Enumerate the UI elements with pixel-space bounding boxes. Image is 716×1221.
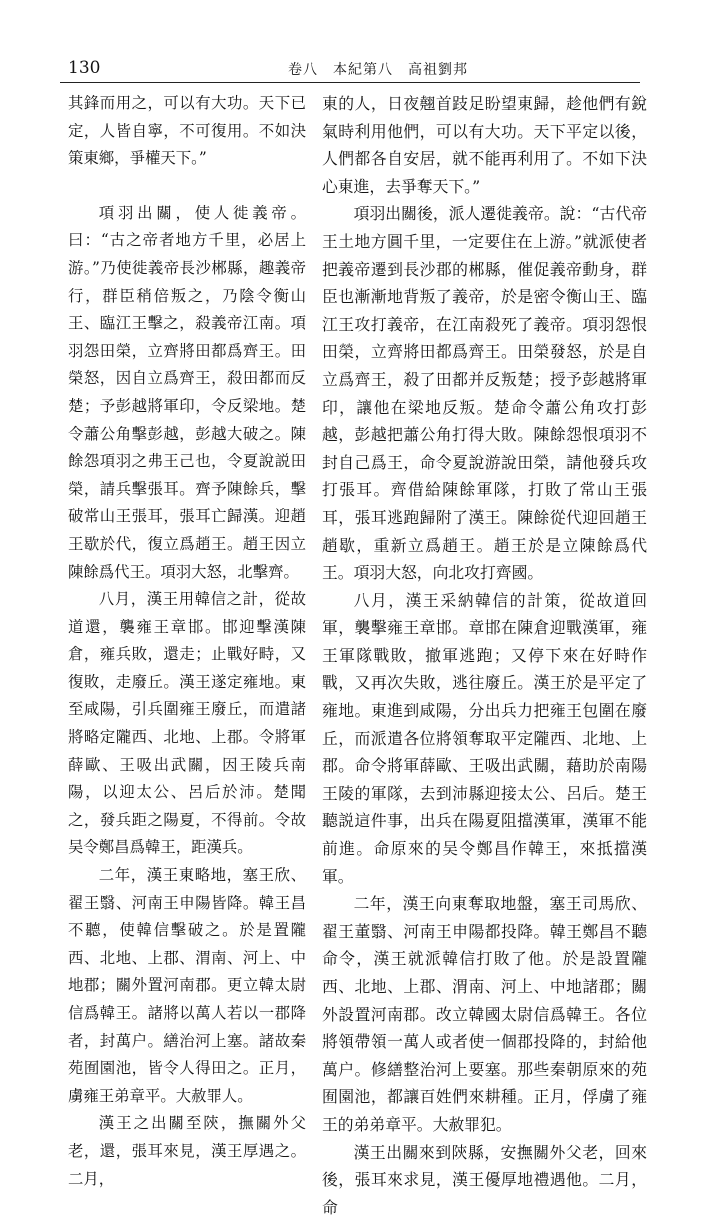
running-title: 卷八 本紀第八 高祖劉邦: [288, 62, 468, 78]
paragraph: 二年，漢王東略地，塞王欣、翟王翳、河南王申陽皆降。韓王昌不聽，使韓信擊破之。於是置隴西、北地、上郡、渭南、河上、中地郡；關外置河南郡。更立韓太尉信爲韓王。諸將以萬人若以一郡降者，封萬户。繕治河上塞。諸故秦苑囿園池，皆令人得田之。正月，虜雍王弟章平。大赦罪人。: [68, 866, 306, 1105]
page-number: 130: [68, 58, 101, 78]
translation-column: [322, 90, 647, 1221]
paragraph: 八月，漢王采納韓信的計策，從故道回軍，襲擊雍王章邯。章邯在陳倉迎戰漢軍，雍王軍隊戰敗，撤軍逃跑；又停下來在好畤作戰，又再次失敗，逃往廢丘。漢王於是平定了雍地。東進到咸陽，分出兵力把雍王包圍在廢丘，而派遣各位將領奪取平定隴西、北地、上郡。命令將軍薛歐、王吸出武關，藉助於南陽王陵的軍隊，去到沛縣迎接太公、呂后。楚王聽説這件事，出兵在陽夏阻擋漢軍，漢軍不能前進。命原來的吴令鄭昌作韓王，來抵擋漢軍。: [322, 590, 647, 886]
paragraph-gap: [68, 173, 306, 200]
paragraph: 其鋒而用之，可以有大功。天下已定，人皆自寧，不可復用。不如決策東鄉，爭權天下。”: [68, 94, 306, 168]
page-header: [60, 56, 640, 83]
paragraph: 東的人，日夜翹首跂足盼望東歸，趁他們有銳氣時利用他們，可以有大功。天下平定以後，人們都各自安居，就不能再利用了。不如下決心東進，去爭奪天下。”: [322, 94, 647, 196]
paragraph: 二年，漢王向東奪取地盤，塞王司馬欣、翟王董翳、河南王申陽都投降。韓王鄭昌不聽命令，漢王就派韓信打敗了他。於是設置隴西、北地、上郡、渭南、河上、中地諸郡；關外設置河南郡。改立韓國太尉信爲韓王。各位將領帶領一萬人或者使一個郡投降的，封給他萬户。修繕整治河上要塞。那些秦朝原來的苑囿園池，都讓百姓們來耕種。正月，俘虜了雍王的弟弟章平。大赦罪犯。: [322, 894, 647, 1134]
paragraph: 項羽出關後，派人遷徙義帝。說：“古代帝王土地方圓千里，一定要住在上游。”就派使者把義帝遷到長沙郡的郴縣，催促義帝動身，群臣也漸漸地背叛了義帝，於是密令衡山王、臨江王攻打義帝，在江南殺死了義帝。項羽怨恨田榮，立齊將田都爲齊王。田榮發怒，於是自立爲齊王，殺了田都并反叛楚；授予彭越將軍印，讓他在梁地反叛。楚命令蕭公角攻打彭越，彭越把蕭公角打得大敗。陳餘怨恨項羽不封自己爲王，命令夏說游說田榮，請他發兵攻打張耳。齊借給陳餘軍隊，打敗了常山王張耳，張耳逃跑歸附了漢王。陳餘從代迎回趙王趙歇，重新立爲趙王。趙王於是立陳餘爲代王。項羽大怒，向北攻打齊國。: [322, 204, 647, 583]
paragraph: 漢王出關來到陝縣，安撫關外父老，回來後，張耳來求見，漢王優厚地禮遇他。二月，命: [322, 1142, 647, 1217]
paragraph: 項羽出關，使人徙義帝。曰：“古之帝者地方千里，必居上游。”乃使徙義帝長沙郴縣，趣義帝行，群臣稍倍叛之，乃陰令衡山王、臨江王擊之，殺義帝江南。項羽怨田榮，立齊將田都爲齊王。田榮怒，因自立爲齊王，殺田都而反楚；予彭越將軍印，令反梁地。楚令蕭公角擊彭越，彭越大破之。陳餘怨項羽之弗王己也，令夏說説田榮，請兵擊張耳。齊予陳餘兵，擊破常山王張耳，張耳亡歸漢。迎趙王歇於代，復立爲趙王。趙王因立陳餘爲代王。項羽大怒，北擊齊。: [68, 203, 306, 581]
paragraph: 八月，漢王用韓信之計，從故道還，襲雍王章邯。邯迎擊漢陳倉，雍兵敗，還走；止戰好畤，又復敗，走廢丘。漢王遂定雍地。東至咸陽，引兵圍雍王廢丘，而遣諸將略定隴西、北地、上郡。令將軍薛歐、王吸出武關，因王陵兵南陽，以迎太公、呂后於沛。楚聞之，發兵距之陽夏，不得前。令故吴令鄭昌爲韓王，距漢兵。: [68, 590, 306, 857]
paragraph: 漢王之出關至陝，撫關外父老，還，張耳來見，漢王厚遇之。二月，: [68, 1114, 306, 1188]
classical-text-column: [68, 90, 306, 1193]
